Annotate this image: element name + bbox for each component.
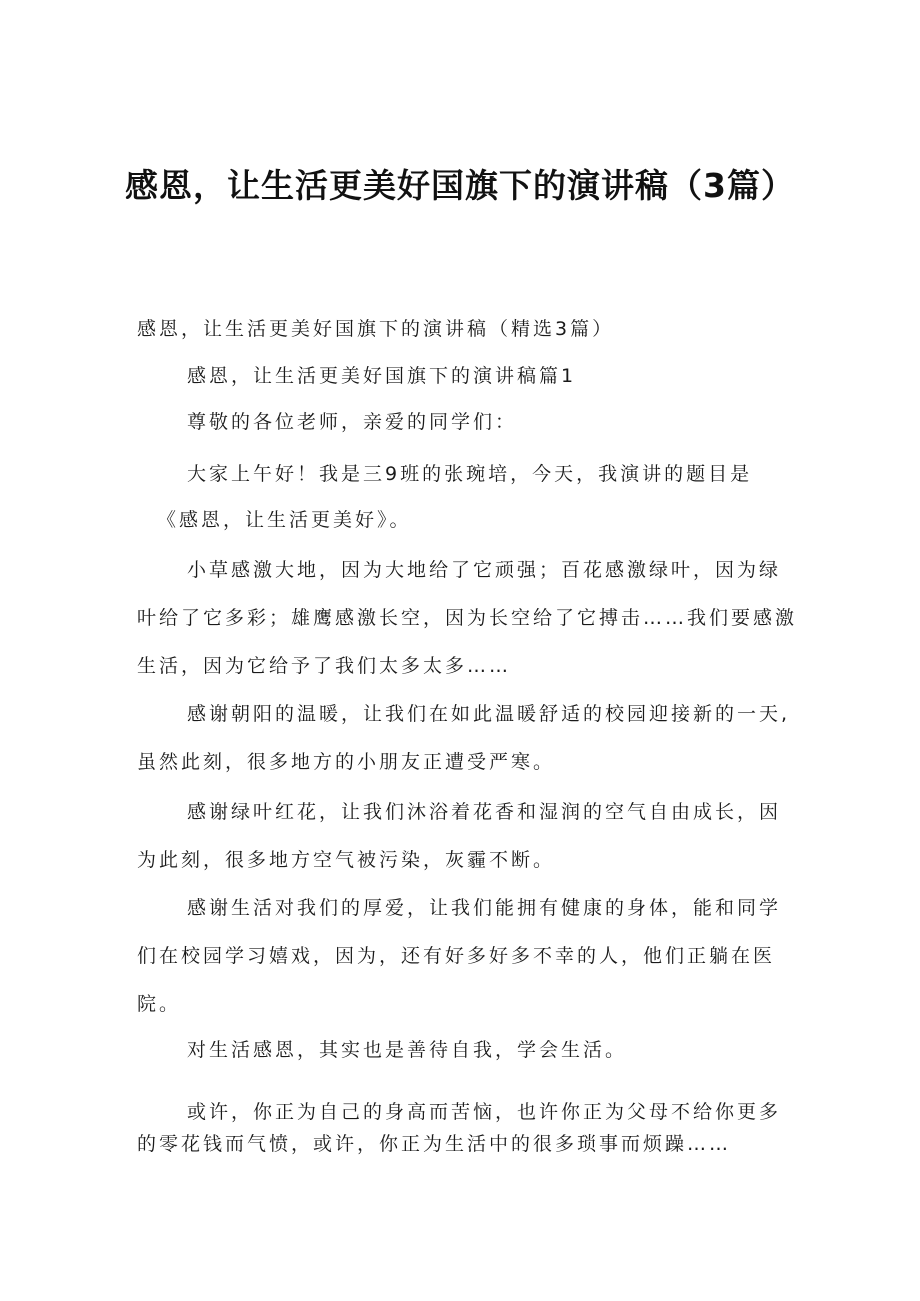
paragraph-thanks-sun: 感谢朝阳的温暖，让我们在如此温暖舒适的校园迎接新的一天,虽然此刻，很多地方的小朋友正遭受严寒。 [137,703,791,773]
paragraph-topic: 《感恩，让生活更美好》。 [157,509,412,531]
paragraph-subtitle: 感恩，让生活更美好国旗下的演讲稿（精选3篇） [137,318,615,340]
paragraph-thanks-life: 感谢生活对我们的厚爱，让我们能拥有健康的身体，能和同学们在校园学习嬉戏，因为，还有好多好多不幸的人，他们正躺在医院。 [137,897,782,1015]
paragraph-thanks-leaves: 感谢绿叶红花，让我们沐浴着花香和湿润的空气自由成长，因为此刻，很多地方空气被污染，灰霾不断。 [137,801,782,871]
paragraph-gratitude-nature: 小草感激大地，因为大地给了它顽强；百花感激绿叶，因为绿叶给了它多彩；雄鹰感激长空，因为长空给了它搏击……我们要感激生活，因为它给予了我们太多太多…… [137,559,798,677]
paragraph-section-heading: 感恩，让生活更美好国旗下的演讲稿篇1 [187,365,577,387]
paragraph-perhaps: 或许，你正为自己的身高而苦恼，也许你正为父母不给你更多的零花钱而气愤，或许，你正为生活中的很多琐事而烦躁…… [137,1101,782,1155]
paragraph-intro: 大家上午好！我是三9班的张琬培，今天，我演讲的题目是 [187,463,753,485]
document-title: 感恩，让生活更美好国旗下的演讲稿（3篇） [125,166,795,205]
paragraph-good-to-self: 对生活感恩，其实也是善待自我，学会生活。 [187,1039,628,1061]
paragraph-greeting: 尊敬的各位老师，亲爱的同学们： [187,411,518,433]
